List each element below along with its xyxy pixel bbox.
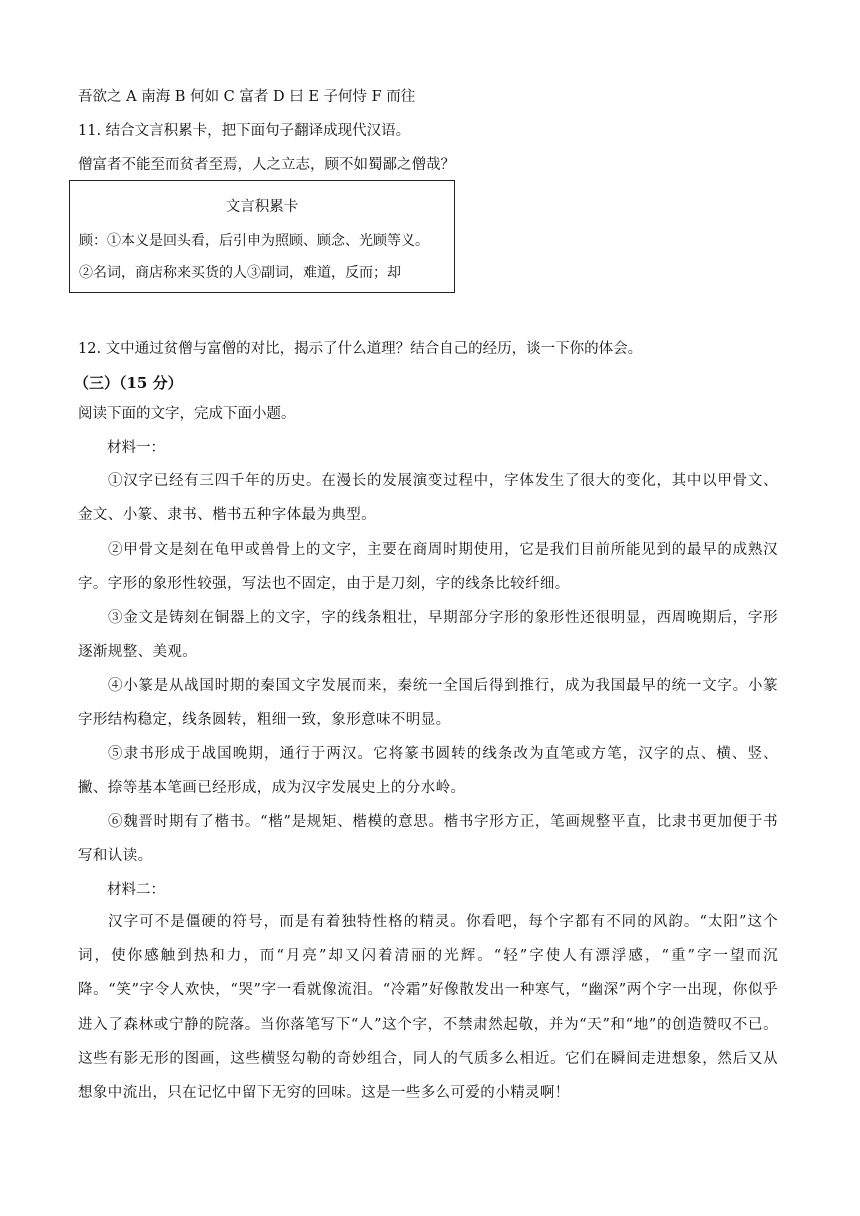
card-title: 文言积累卡 [225, 199, 299, 215]
material-1-paragraph-5: ⑤隶书形成于战国晚期，通行于两汉。它将篆书圆转的线条改为直笔或方笔，汉字的点、横、竖、撇、捺等基本笔画已经形成，成为汉字发展史上的分水岭。 [78, 746, 778, 797]
material-2-label: 材料二： [107, 882, 165, 898]
material-1-paragraph-2: ②甲骨文是刻在龟甲或兽骨上的文字，主要在商周时期使用，它是我们目前所能见到的最早的成熟汉字。字形的象形性较强，写法也不固定，由于是刀刻，字的线条比较纤细。 [78, 542, 778, 593]
question-12: 12. 文中通过贫僧与富僧的对比，揭示了什么道理？结合自己的经历，谈一下你的体会。 [78, 341, 643, 357]
material-1-paragraph-6: ⑥魏晋时期有了楷书。“楷”是规矩、楷模的意思。楷书字形方正，笔画规整平直，比隶书更加便于书写和认读。 [78, 814, 778, 865]
material-1-paragraph-1: ①汉字已经有三四千年的历史。在漫长的发展演变过程中，字体发生了很大的变化，其中以甲骨文、金文、小篆、隶书、楷书五种字体最为典型。 [78, 473, 778, 524]
card-line-2: ②名词，商店称来买货的人③副词，难道，反而；却 [79, 265, 401, 281]
question-11: 11. 结合文言积累卡，把下面句子翻译成现代汉语。 [78, 123, 411, 139]
card-line-1: 顾：①本义是回头看，后引申为照顾、顾念、光顾等义。 [79, 233, 429, 249]
question-11-sentence: 僧富者不能至而贫者至焉，人之立志，顾不如蜀鄙之僧哉？ [78, 157, 455, 173]
material-2-paragraph: 汉字可不是僵硬的符号，而是有着独特性格的精灵。你看吧，每个字都有不同的风韵。“太阳”这个词，使你感触到热和力，而“月亮”却又闪着清丽的光辉。“轻”字使人有漂浮感，“重”字一望而沉降。“笑”字令人欢快，“哭”字一看就像流泪。“冷霜”好像散发出一种寒气，“幽深”两个字一出现，你似乎进入了森林或宁静的院落。当你落笔写下“人”这个字，不禁肃然起敬，并为“天”和“地”的创造赞叹不已。这些有影无形的图画，这些横竖勾勒的奇妙组合，同人的气质多么相近。它们在瞬间走进想象，然后又从想象中流出，只在记忆中留下无穷的回味。这是一些多么可爱的小精灵啊！ [78, 914, 778, 1102]
answer-options-line: 吾欲之 A 南海 B 何如 C 富者 D 曰 E 子何恃 F 而往 [78, 89, 416, 105]
material-1-paragraph-4: ④小篆是从战国时期的秦国文字发展而来，秦统一全国后得到推行，成为我国最早的统一文字。小篆字形结构稳定，线条圆转，粗细一致，象形意味不明显。 [78, 678, 778, 729]
material-1-paragraph-3: ③金文是铸刻在铜器上的文字，字的线条粗壮，早期部分字形的象形性还很明显，西周晚期后，字形逐渐规整、美观。 [78, 610, 778, 661]
material-1-label: 材料一： [107, 440, 165, 456]
classical-chinese-card [69, 180, 455, 293]
section-3-heading: （三）（15 分） [74, 374, 183, 392]
reading-instruction: 阅读下面的文字，完成下面小题。 [78, 406, 296, 422]
